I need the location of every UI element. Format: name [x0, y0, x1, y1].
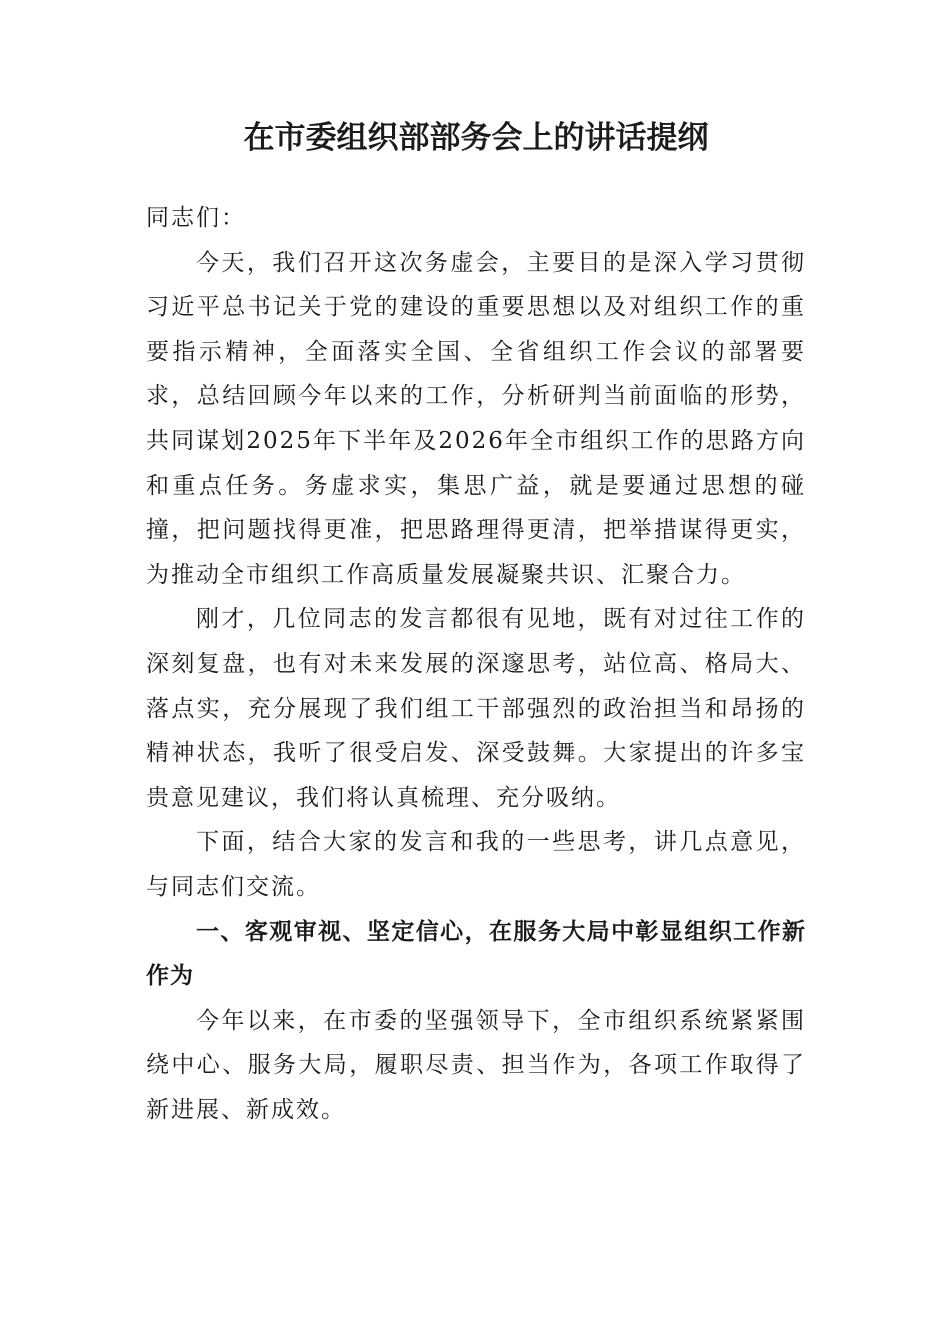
paragraph-opening: 今天，我们召开这次务虚会，主要目的是深入学习贯彻习近平总书记关于党的建设的重要思想以及对组织工作的重要指示精神，全面落实全国、全省组织工作会议的部署要求，总结回顾今年以来的工作，分析研判当前面临的形势，共同谋划2025年下半年及2026年全市组织工作的思路方向和重点任务。务虚求实，集思广益，就是要通过思想的碰撞，把问题找得更准，把思路理得更清，把举措谋得更实，为推动全市组织工作高质量发展凝聚共识、汇聚合力。: [146, 249, 806, 588]
document-page: [146, 110, 806, 1132]
section-heading-1: 一、客观审视、坚定信心，在服务大局中彰显组织工作新作为: [146, 918, 806, 990]
paragraph-remarks: 刚才，几位同志的发言都很有见地，既有对过往工作的深刻复盘，也有对未来发展的深邃思考，站位高、格局大、落点实，充分展现了我们组工干部强烈的政治担当和昂扬的精神状态，我听了很受启发、深受鼓舞。大家提出的许多宝贵意见建议，我们将认真梳理、充分吸纳。: [146, 606, 806, 811]
document-title: 在市委组织部部务会上的讲话提纲: [243, 120, 709, 156]
salutation: 同志们：: [146, 205, 246, 231]
paragraph-section-1: 今年以来，在市委的坚强领导下，全市组织系统紧紧围绕中心、服务大局，履职尽责、担当作为，各项工作取得了新进展、新成效。: [146, 1007, 806, 1123]
paragraph-transition: 下面，结合大家的发言和我的一些思考，讲几点意见，与同志们交流。: [146, 829, 806, 900]
